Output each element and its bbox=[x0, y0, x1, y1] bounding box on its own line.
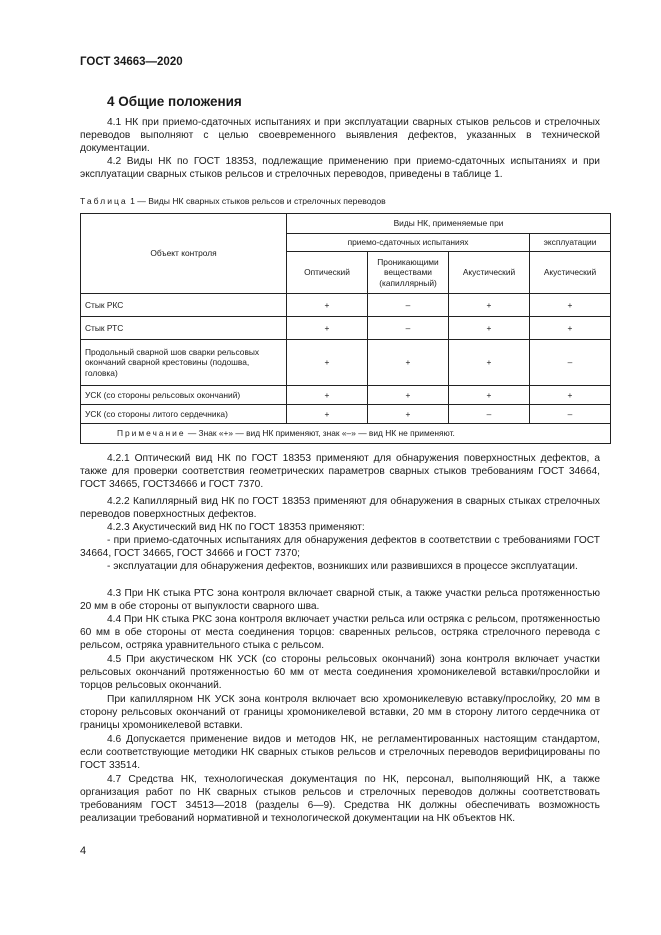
table-caption-text: 1 — Виды НК сварных стыков рельсов и стрелочных переводов bbox=[130, 196, 386, 206]
cell-value: – bbox=[368, 317, 449, 340]
table-row bbox=[81, 294, 611, 317]
cell-value: – bbox=[530, 405, 611, 424]
paragraph-4-5: 4.5 При акустическом НК УСК (со стороны рельсовых окончаний) зона контроля включает участки рельсовых окончаний протяженностью 60 мм от места соединения хромоникелевой вставки/прослойки и торцов рельсовых окончаний. bbox=[80, 654, 600, 691]
paragraph-4-2-3-item-b: - эксплуатации для обнаружения дефектов, возникших или развившихся в процессе эксплуатации. bbox=[107, 561, 578, 572]
row-object: Стык РТС bbox=[81, 317, 287, 340]
row-object: Стык РКС bbox=[81, 294, 287, 317]
header-capillary: Проникающими веществами (капиллярный) bbox=[368, 252, 449, 294]
header-acoustic-operation: Акустический bbox=[530, 252, 611, 294]
cell-value: – bbox=[368, 294, 449, 317]
paragraph-4-2-3-item-a: - при приемо-сдаточных испытаниях для обнаружения дефектов в соответствии с требованиями ГОСТ 34664, ГОСТ 34665, ГОСТ 34666 и ГОСТ 7370; bbox=[80, 535, 600, 559]
header-object: Объект контроля bbox=[81, 214, 287, 294]
cell-value: + bbox=[449, 386, 530, 405]
paragraph-4-3: 4.3 При НК стыка РТС зона контроля включает сварной стык, а также участки рельса протяженностью 20 мм в обе стороны от выпуклости сварного шва. bbox=[80, 588, 600, 612]
paragraph-4-1: 4.1 НК при приемо-сдаточных испытаниях и при эксплуатации сварных стыков рельсов и стрелочных переводов выполняют с целью своевременного выявления дефектов, указанных в технической документации. bbox=[80, 117, 600, 154]
table-caption bbox=[80, 196, 386, 206]
header-acceptance: приемо-сдаточных испытаниях bbox=[287, 234, 530, 252]
page-number: 4 bbox=[80, 845, 87, 857]
paragraph-4-2-2: 4.2.2 Капиллярный вид НК по ГОСТ 18353 применяют для обнаружения в сварных стыках стрелочных переводов поверхностных дефектов. bbox=[80, 496, 600, 520]
cell-value: + bbox=[368, 340, 449, 386]
paragraph-4-2-3: 4.2.3 Акустический вид НК по ГОСТ 18353 применяют: bbox=[107, 522, 365, 533]
cell-value: + bbox=[530, 294, 611, 317]
cell-value: – bbox=[449, 405, 530, 424]
row-object: УСК (со стороны литого сердечника) bbox=[81, 405, 287, 424]
ndt-types-table bbox=[80, 213, 611, 444]
table-row bbox=[81, 386, 611, 405]
cell-value: + bbox=[368, 386, 449, 405]
table-row bbox=[81, 405, 611, 424]
cell-value: – bbox=[530, 340, 611, 386]
header-operation: эксплуатации bbox=[530, 234, 611, 252]
cell-value: + bbox=[530, 386, 611, 405]
header-optical: Оптический bbox=[287, 252, 368, 294]
table-note-label: Примечание bbox=[117, 428, 186, 439]
paragraph-4-6: 4.6 Допускается применение видов и методов НК, не регламентированных настоящим стандартом, если соответствующие методики НК сварных стыков рельсов и стрелочных переводов верифицированы по ГОСТ 33514. bbox=[80, 734, 600, 771]
cell-value: + bbox=[287, 340, 368, 386]
cell-value: + bbox=[449, 340, 530, 386]
section-title: 4 Общие положения bbox=[107, 94, 242, 109]
row-object: Продольный сварной шов сварки рельсовых окончаний сварной крестовины (подошва, головка) bbox=[81, 340, 287, 386]
cell-value: + bbox=[287, 386, 368, 405]
paragraph-4-2-1: 4.2.1 Оптический вид НК по ГОСТ 18353 применяют для обнаружения поверхностных дефектов, а также для проверки соответствия геометрических параметров сварных стыков требованиям ГОСТ 34664, ГОСТ 34665, ГОСТ34666 и ГОСТ 7370. bbox=[80, 453, 600, 490]
paragraph-4-4: 4.4 При НК стыка РКС зона контроля включает участки рельса или остряка с рельсом, протяженностью 60 мм в обе стороны от места соединения торцов: сваренных рельсов, остряка стрелочного перевода с рельсом, остряка уравнительного стыка с рельсом. bbox=[80, 614, 600, 651]
table-note-text: — Знак «+» — вид НК применяют, знак «–» — вид НК не применяют. bbox=[187, 428, 455, 439]
cell-value: + bbox=[530, 317, 611, 340]
table-row bbox=[81, 317, 611, 340]
header-ndt-types: Виды НК, применяемые при bbox=[287, 214, 611, 234]
cell-value: + bbox=[287, 317, 368, 340]
table-row bbox=[81, 340, 611, 386]
cell-value: + bbox=[449, 294, 530, 317]
document-standard-header: ГОСТ 34663—2020 bbox=[80, 56, 183, 68]
header-acoustic: Акустический bbox=[449, 252, 530, 294]
cell-value: + bbox=[449, 317, 530, 340]
cell-value: + bbox=[368, 405, 449, 424]
paragraph-4-2: 4.2 Виды НК по ГОСТ 18353, подлежащие применению при приемо-сдаточных испытаниях и при эксплуатации сварных стыков рельсов и стрелочных переводов, приведены в таблице 1. bbox=[80, 156, 600, 180]
cell-value: + bbox=[287, 405, 368, 424]
paragraph-4-7: 4.7 Средства НК, технологическая документация по НК, персонал, выполняющий НК, а также организация работ по НК сварных стыков рельсов и стрелочных переводов должны соответствовать требованиям ГОСТ 34513—2018 (разделы 6—9). Средства НК должны обеспечивать возможность реализации требований нормативной и технологической документации на НК объектов НК. bbox=[80, 774, 600, 824]
row-object: УСК (со стороны рельсовых окончаний) bbox=[81, 386, 287, 405]
cell-value: + bbox=[287, 294, 368, 317]
table-note bbox=[81, 424, 611, 444]
paragraph-4-5-capillary: При капиллярном НК УСК зона контроля включает всю хромоникелевую вставку/прослойку, 20 мм в сторону рельсовых окончаний от границы хромоникелевой вставки, 20 мм в сторону литого сердечника от границы хромоникелевой вставки. bbox=[80, 694, 600, 731]
table-caption-label: Таблица bbox=[80, 196, 128, 206]
